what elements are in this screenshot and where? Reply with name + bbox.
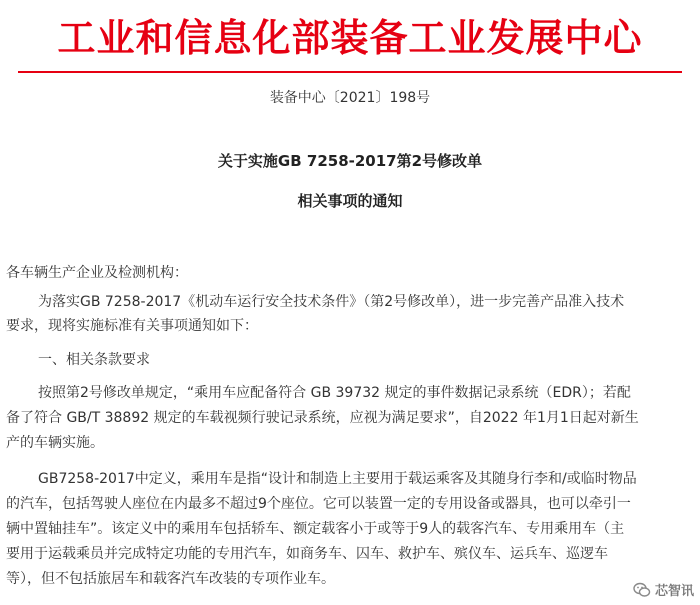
paragraph-2-line-3: 产的车辆实施。 [6,435,104,451]
paragraph-3-line-4: 要用于运载乘员并完成特定功能的专用汽车，如商务车、囚车、救护车、殡仪车、运兵车、巡逻车 [6,546,608,562]
document-number: 装备中心〔2021〕198号 [269,90,431,106]
wechat-icon [633,581,651,599]
paragraph-1-line-1: 为落实GB 7258-2017《机动车运行安全技术条件》（第2号修改单），进一步完善产品准入技术 [38,294,625,310]
paragraph-3-line-5: 等），但不包括旅居车和载客汽车改装的专项作业车。 [6,571,335,587]
salutation: 各车辆生产企业及检测机构： [6,265,188,281]
header-divider [18,71,682,73]
header-title: 工业和信息化部装备工业发展中心 [57,16,643,60]
paragraph-3-line-3: 辆中置轴挂车”。该定义中的乘用车包括轿车、额定载客小于或等于9人的载客汽车、专用乘用车（主 [6,521,625,537]
paragraph-3-line-1: GB7258-2017中定义，乘用车是指“设计和制造上主要用于载运乘客及其随身行李和/或临时物品 [38,471,637,487]
paragraph-3-line-2: 的汽车，包括驾驶人座位在内最多不超过9个座位。它可以装置一定的专用设备或器具，也可以牵引一 [6,496,631,512]
paragraph-1-line-2: 要求，现将实施标准有关事项通知如下： [6,318,258,334]
section-heading-1: 一、相关条款要求 [38,352,150,368]
notice-title-line1: 关于实施GB 7258-2017第2号修改单 [217,152,483,170]
watermark-text: 芯智讯 [654,584,694,599]
paragraph-2-line-2: 备了符合 GB/T 38892 规定的车载视频行驶记录系统，应视为满足要求”，自2022 年1月1日起对新生 [6,410,639,426]
paragraph-2-line-1: 按照第2号修改单规定，“乘用车应配备符合 GB 39732 规定的事件数据记录系统（EDR）；若配 [38,385,631,401]
watermark [633,580,694,599]
notice-title-line2: 相关事项的通知 [297,192,403,210]
